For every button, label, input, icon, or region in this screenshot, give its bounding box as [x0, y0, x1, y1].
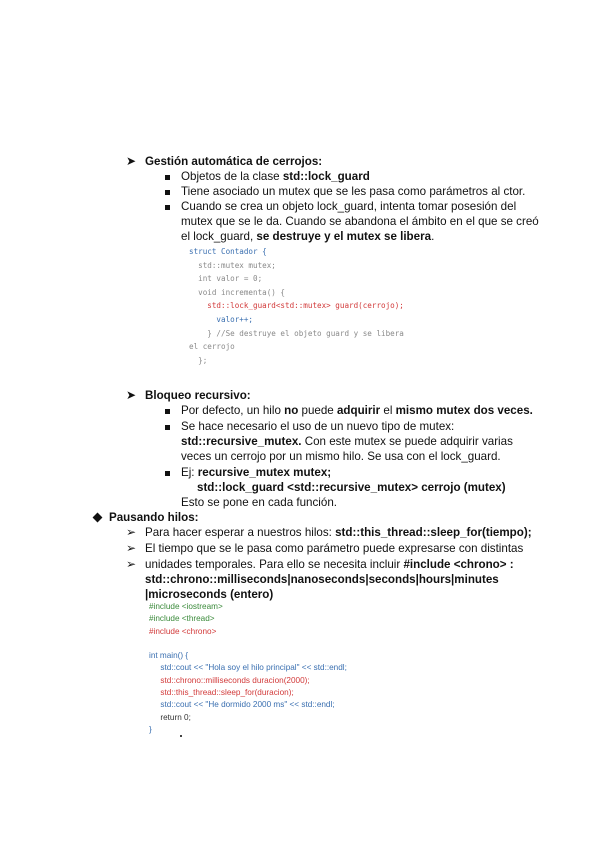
section3-heading: Pausando hilos:	[109, 511, 199, 524]
section3-item2: El tiempo que se le pasa como parámetro puede expresarse con distintas	[145, 542, 524, 555]
code-block-lock-guard	[189, 245, 404, 367]
section1-item3-line3: el lock_guard, se destruye y el mutex se libera.	[181, 230, 435, 243]
code-line: std::lock_guard<std::mutex> guard(cerrojo);	[189, 301, 404, 311]
square-bullet-icon	[165, 175, 170, 180]
code-line: };	[189, 355, 208, 365]
square-bullet-icon	[165, 205, 170, 210]
code-line: std::cout << "Hola soy el hilo principal" << std::endl;	[149, 663, 347, 673]
code-line: #include <thread>	[149, 614, 215, 624]
stray-mark	[180, 735, 182, 737]
code-line: #include <iostream>	[149, 602, 223, 611]
code-line: el cerrojo	[189, 342, 235, 352]
code-line: std::mutex mutex;	[189, 260, 276, 270]
arrow-bullet-icon: ➢	[126, 557, 137, 571]
section3-item1: Para hacer esperar a nuestros hilos: std::this_thread::sleep_for(tiempo);	[145, 526, 532, 539]
section3-item3-line1: unidades temporales. Para ello se necesita incluir #include <chrono> :	[145, 558, 514, 571]
section2-item2-line2: std::recursive_mutex. Con este mutex se puede adquirir varias	[181, 435, 513, 448]
code-block-sleep-for	[149, 601, 347, 736]
code-line: int valor = 0;	[189, 274, 263, 284]
code-line: return 0;	[149, 712, 191, 722]
code-line: std::chrono::milliseconds duracion(2000);	[149, 675, 310, 685]
arrow-bullet-icon: ➢	[126, 541, 137, 555]
code-line: void incrementa() {	[189, 287, 286, 297]
square-bullet-icon	[165, 471, 170, 476]
section1-item1: Objetos de la clase std::lock_guard	[181, 170, 370, 183]
arrow-bullet-icon: ➤	[126, 154, 137, 168]
arrow-bullet-icon: ➤	[126, 388, 137, 402]
section1-heading: Gestión automática de cerrojos:	[145, 155, 323, 168]
section2-item3-line2: std::lock_guard <std::recursive_mutex> cerrojo (mutex)	[197, 481, 506, 494]
section2-item3-line1: Ej: recursive_mutex mutex;	[181, 466, 332, 479]
square-bullet-icon	[165, 409, 170, 414]
code-line: std::this_thread::sleep_for(duracion);	[149, 688, 294, 698]
square-bullet-icon	[165, 190, 170, 195]
code-line: int main() {	[149, 651, 189, 661]
code-line: struct Contador {	[189, 247, 267, 256]
section1-item3-line2: mutex que se le da. Cuando se abandona el ámbito en el que se creó	[181, 215, 539, 228]
section1-item3-line1: Cuando se crea un objeto lock_guard, intenta tomar posesión del	[181, 200, 517, 213]
code-line: #include <chrono>	[149, 626, 217, 636]
arrow-bullet-icon: ➢	[126, 525, 137, 539]
code-line: }	[149, 724, 152, 734]
section1-item2: Tiene asociado un mutex que se les pasa como parámetros al ctor.	[181, 185, 526, 198]
section2-heading: Bloqueo recursivo:	[145, 389, 251, 402]
section2-item3-line3: Esto se pone en cada función.	[181, 496, 337, 509]
section2-item2-line3: veces un cerrojo por un mismo hilo. Se usa con el lock_guard.	[181, 450, 501, 463]
section2-item1: Por defecto, un hilo no puede adquirir el mismo mutex dos veces.	[181, 404, 533, 417]
diamond-bullet-icon	[93, 513, 103, 523]
code-line	[149, 638, 347, 650]
code-line: } //Se destruye el objeto guard y se libera	[189, 328, 404, 338]
section3-item3-line3: |microseconds (entero)	[145, 588, 274, 601]
code-line: valor++;	[189, 314, 254, 324]
square-bullet-icon	[165, 425, 170, 430]
section2-item2-line1: Se hace necesario el uso de un nuevo tipo de mutex:	[181, 420, 455, 433]
section3-item3-line2: std::chrono::milliseconds|nanoseconds|seconds|hours|minutes	[145, 573, 499, 586]
code-line: std::cout << "He dormido 2000 ms" << std::endl;	[149, 700, 335, 710]
